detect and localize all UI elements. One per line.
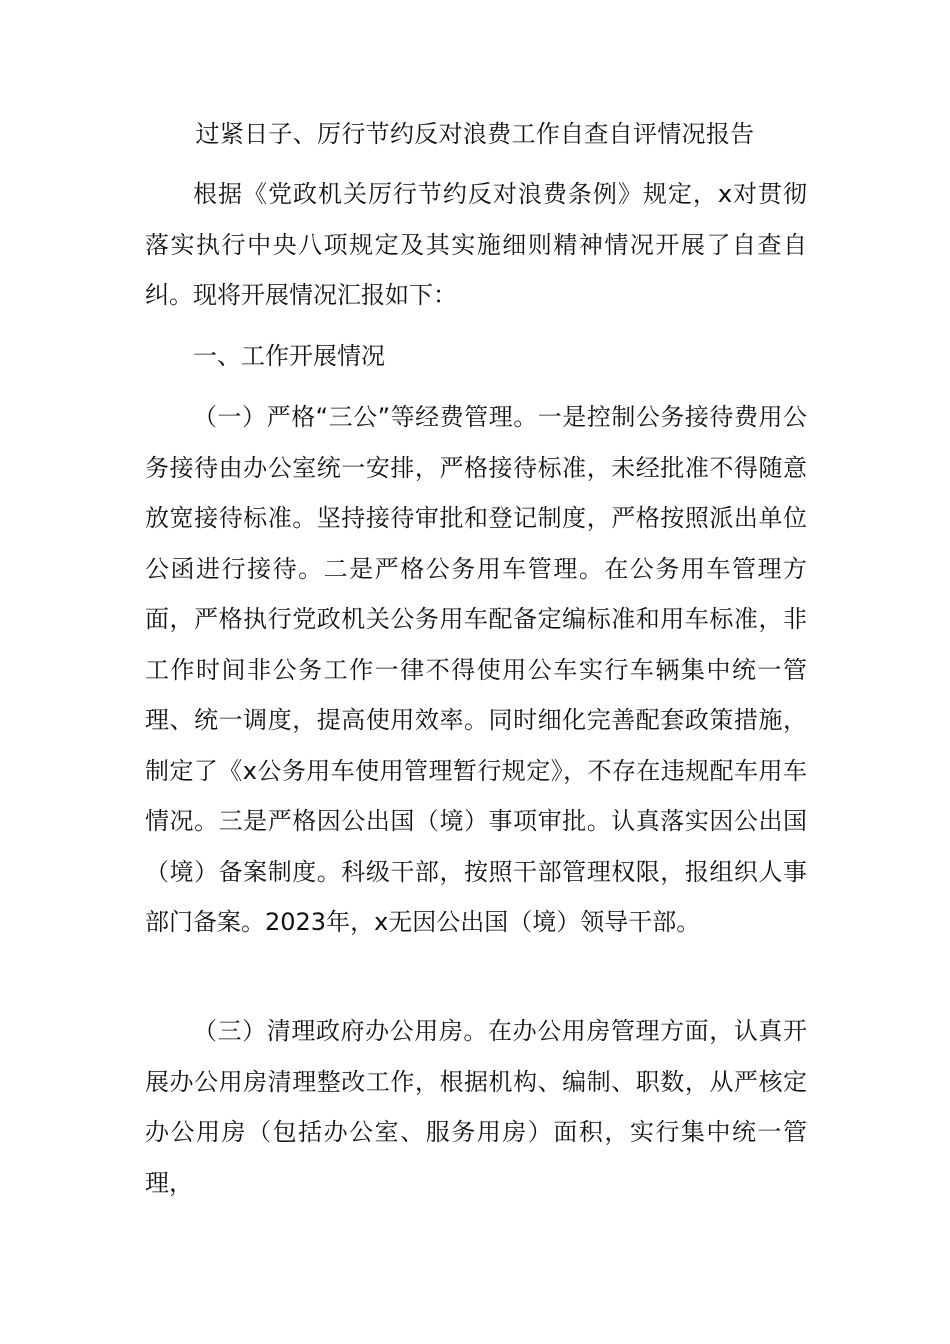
paragraph-expense-management: （一）严格“三公”等经费管理。一是控制公务接待费用公务接待由办公室统一安排，严格接待标准，未经批准不得随意放宽接待标准。坚持接待审批和登记制度，严格按照派出单位公函进行接待。二是严格公务用车管理。在公务用车管理方面，严格执行党政机关公务用车配备定编标准和用车标准，非工作时间非公务工作一律不得使用公车实行车辆集中统一管理、统一调度，提高使用效率。同时细化完善配套政策措施，制定了《x公务用车使用管理暂行规定》，不存在违规配车用车情况。三是严格因公出国（境）事项审批。认真落实因公出国（境）备案制度。科级干部，按照干部管理权限，报组织人事部门备案。2023年，x无因公出国（境）领导干部。 [145,403,807,936]
intro-paragraph: 根据《党政机关厉行节约反对浪费条例》规定，x对贯彻落实执行中央八项规定及其实施细则精神情况开展了自查自纠。现将开展情况汇报如下： [145,180,807,309]
document-title: 过紧日子、厉行节约反对浪费工作自查自评情况报告 [195,120,755,148]
paragraph-office-space: （三）清理政府办公用房。在办公用房管理方面，认真开展办公用房清理整改工作，根据机构、编制、职数，从严核定办公用房（包括办公室、服务用房）面积，实行集中统一管理， [145,1017,807,1197]
section-heading: 一、工作开展情况 [193,342,385,370]
